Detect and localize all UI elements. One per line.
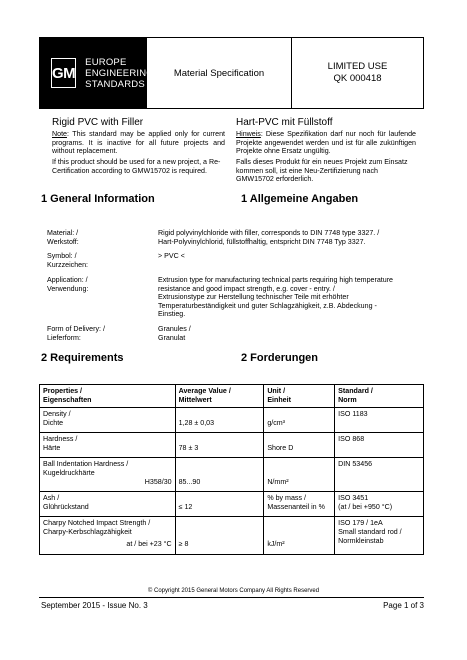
- section2-heading-en: 2 Requirements: [41, 352, 124, 364]
- section1-heading-en: 1 General Information: [41, 193, 155, 205]
- column-header: Average Value / Mittelwert: [175, 385, 264, 408]
- property-cell: Hardness / Härte: [40, 433, 176, 458]
- unit-cell: N/mm²: [264, 458, 335, 492]
- copyright: © Copyright 2015 General Motors Company All Rights Reserved: [147, 588, 320, 594]
- unit-cell: kJ/m²: [264, 517, 335, 555]
- info-label: Application: / Verwendung:: [47, 276, 89, 293]
- value-cell: ≤ 12: [175, 492, 264, 517]
- unit-cell: % by mass / Massenanteil in %: [264, 492, 335, 517]
- value-cell: ≥ 8: [175, 517, 264, 555]
- recert-en: If this product should be used for a new project, a Re-Certification according to GMW15702 is required.: [52, 158, 221, 175]
- info-label: Symbol: / Kurzzeichen:: [47, 252, 89, 269]
- table-row: [40, 492, 424, 517]
- standard-cell: DIN 53456: [335, 458, 424, 492]
- standard-cell: ISO 868: [335, 433, 424, 458]
- footer-divider: [39, 597, 424, 598]
- info-label: Material: / Werkstoff:: [47, 229, 79, 246]
- table-header-row: [40, 385, 424, 408]
- value-cell: 85...90: [175, 458, 264, 492]
- standard-cell: ISO 3451 (at / bei +950 °C): [335, 492, 424, 517]
- value-cell: 1,28 ± 0,03: [175, 408, 264, 433]
- requirements-table: [39, 384, 424, 555]
- table-row: [40, 458, 424, 492]
- column-header: Unit / Einheit: [264, 385, 335, 408]
- doc-type: Material Specification: [147, 38, 292, 108]
- value-cell: 78 ± 3: [175, 433, 264, 458]
- doc-status-block: [292, 38, 423, 108]
- info-value: Extrusion type for manufacturing technical parts requiring high temperature resistance and good impact strength, e.g. cover - entry. / Extrusionstype zur Herstellung technischer Teile mit erhöhter Temperaturbeständigkeit und guter Schlagzähigkeit, z.B. Abdeckung - Einstieg.: [158, 276, 394, 319]
- unit-cell: Shore D: [264, 433, 335, 458]
- info-value: Rigid polyvinylchloride with filler, corresponds to DIN 7748 type 3327. / Hart-Polyvinylchlorid, füllstoffhaltig, entspricht DIN 7748 Typ 3327.: [158, 229, 380, 246]
- recert-de: Falls dieses Produkt für ein neues Projekt zum Einsatz kommen soll, ist eine Neu-Zertifizierung nach GMW15702 erforderlich.: [236, 158, 408, 184]
- unit-cell: g/cm³: [264, 408, 335, 433]
- property-cell: Ash / Glührückstand: [40, 492, 176, 517]
- section1-heading-de: 1 Allgemeine Angaben: [241, 193, 359, 205]
- date-issue: September 2015 - Issue No. 3: [41, 601, 148, 610]
- doc-number: QK 000418: [333, 73, 382, 84]
- property-cell: Ball Indentation Hardness / Kugeldruckhärte H358/30: [40, 458, 176, 492]
- info-label: Form of Delivery: / Lieferform:: [47, 325, 105, 342]
- standard-cell: ISO 179 / 1eA Small standard rod / Normkleinstab: [335, 517, 424, 555]
- doc-status: LIMITED USE: [327, 61, 388, 72]
- org-name: EUROPE ENGINEERING STANDARDS: [85, 56, 154, 90]
- note-de: Hinweis: Diese Spezifikation darf nur noch für laufende Projekte angewendet werden und ist für alle zukünftigen Projekte ohne Ersatz ungültig.: [236, 130, 416, 156]
- page-number: Page 1 of 3: [383, 601, 424, 610]
- property-cell: Charpy Notched Impact Strength / Charpy-Kerbschlagzähigkeit at / bei +23 °C: [40, 517, 176, 555]
- table-row: [40, 517, 424, 555]
- info-value: Granules / Granulat: [158, 325, 191, 342]
- info-value: > PVC <: [158, 252, 185, 260]
- standard-cell: ISO 1183: [335, 408, 424, 433]
- column-header: Standard / Norm: [335, 385, 424, 408]
- note-en: Note: This standard may be applied only for current programs. It is inactive for all future projects and without replacement.: [52, 130, 225, 156]
- column-header: Properties / Eigenschaften: [40, 385, 176, 408]
- table-row: [40, 433, 424, 458]
- title-de: Hart-PVC mit Füllstoff: [236, 117, 333, 128]
- header-box: [39, 37, 424, 109]
- title-en: Rigid PVC with Filler: [52, 117, 144, 128]
- table-row: [40, 408, 424, 433]
- section2-heading-de: 2 Forderungen: [241, 352, 319, 364]
- gm-logo-block: [40, 38, 154, 108]
- gm-logo: GM: [51, 58, 76, 88]
- property-cell: Density / Dichte: [40, 408, 176, 433]
